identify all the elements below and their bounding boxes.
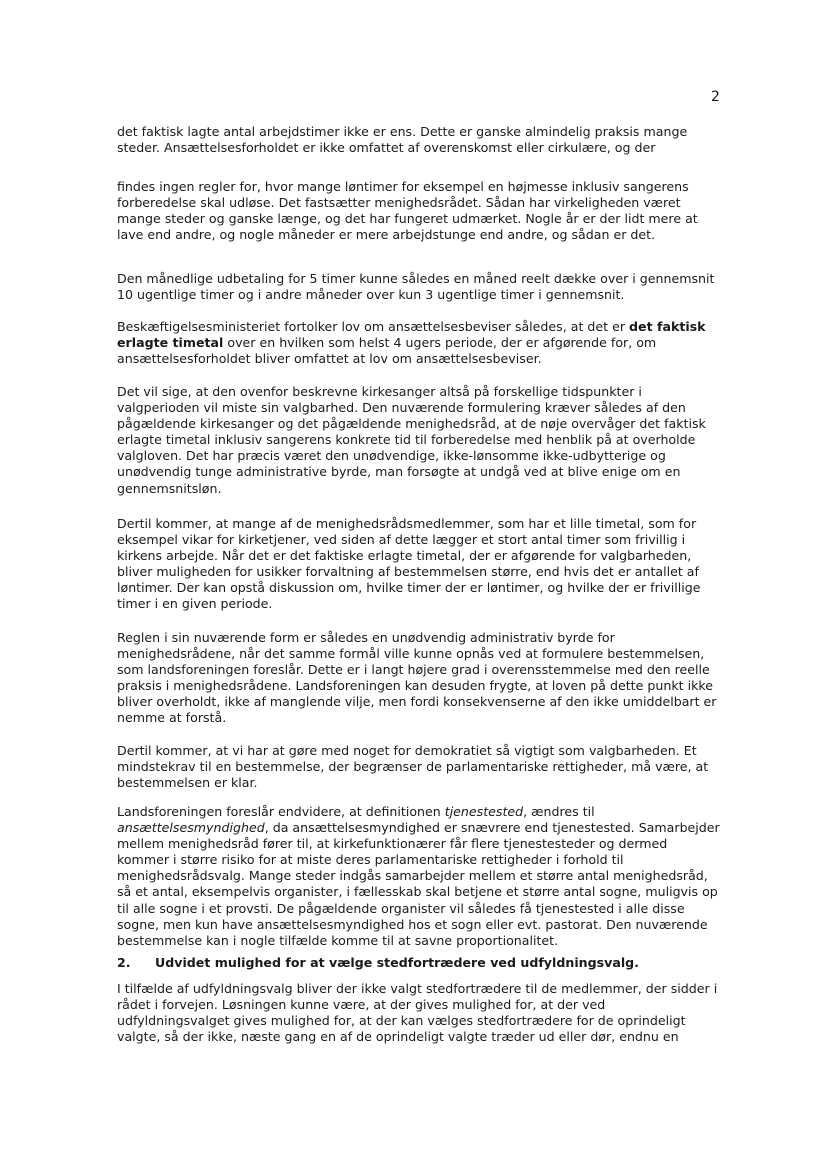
paragraph-9-text-1: Landsforeningen foreslår endvidere, at definitionen — [117, 804, 445, 819]
paragraph-1: det faktisk lagte antal arbejdstimer ikke er ens. Dette er ganske almindelig praksis mange steder. Ansættelsesforholdet er ikke omfattet af overenskomst eller cirkulære, og der — [117, 124, 688, 156]
paragraph-8: Dertil kommer, at vi har at gøre med noget for demokratiet så vigtigt som valgbarheden. Et mindstekrav til en bestemmelse, der begrænser de parlamentariske rettigheder, må være, at bestemmelsen er klar. — [117, 743, 709, 791]
section-number: 2. — [117, 955, 131, 970]
paragraph-9-italic-term-2: ansættelsesmyndighed — [117, 820, 265, 836]
paragraph-4-text-start: Beskæftigelsesministeriet fortolker lov om ansættelsesbeviser således, at det er — [117, 319, 630, 334]
paragraph-9 — [117, 804, 721, 949]
paragraph-3: Den månedlige udbetaling for 5 timer kunne således en måned reelt dække over i gennemsnit 10 ugentlige timer og i andre måneder over kun 3 ugentlige timer i gennemsnit. — [117, 271, 715, 303]
section-heading — [117, 955, 639, 971]
paragraph-7: Reglen i sin nuværende form er således en unødvendig administrativ byrde for menighedsrådene, når det samme formål ville kunne opnås ved at formulere bestemmelsen, som landsforeningen foreslår. Dette er i langt højere grad i overensstemmelse med den reelle praksis i menighedsrådene. Landsforeningen kan desuden frygte, at loven på dette punkt ikke bliver overholdt, ikke af manglende vilje, men fordi konsekvenserne af den ikke umiddelbart er nemme at forstå. — [117, 630, 717, 726]
paragraph-4-text-end: over en hvilken som helst 4 ugers periode, der er afgørende for, om ansættelsesforholdet bliver omfattet at lov om ansættelsesbeviser. — [117, 335, 657, 367]
paragraph-4-bold-term: det faktisk erlagte timetal — [117, 319, 706, 351]
paragraph-4 — [117, 319, 721, 367]
paragraph-10: I tilfælde af udfyldningsvalg bliver der ikke valgt stedfortrædere til de medlemmer, der sidder i rådet i forvejen. Løsningen kunne være, at der gives mulighed for, at der ved udfyldningsvalget gives mulighed for, at der kan vælges stedfortrædere for de oprindeligt valgte, så der ikke, næste gang en af de oprindeligt valgte træder ud eller dør, endnu en — [117, 981, 718, 1045]
paragraph-5: Det vil sige, at den ovenfor beskrevne kirkesanger altså på forskellige tidspunkter i valgperioden vil miste sin valgbarhed. Den nuværende formulering kræver således af den pågældende kirkesanger og det pågældende menighedsråd, at de nøje overvåger det faktisk erlagte timetal inklusiv sangerens konkrete tid til forberedelse med henblik på at overholde valgloven. Det har præcis været den unødvendige, ikke-lønsomme ikke-udbytterige og unødvendig tunge administrative byrde, man forsøgte at undgå ved at blive enige om en gennemsnitsløn. — [117, 384, 706, 496]
paragraph-2: findes ingen regler for, hvor mange løntimer for eksempel en højmesse inklusiv sangerens forberedelse skal udløse. Det fastsætter menighedsrådet. Sådan har virkeligheden været mange steder og ganske længe, og det har fungeret udmærket. Nogle år er der lidt mere at lave end andre, og nogle måneder er mere arbejdstunge end andre, og sådan er det. — [117, 179, 698, 243]
page-number: 2 — [711, 89, 720, 105]
paragraph-9-text-3: , da ansættelsesmyndighed er snævrere end tjenestested. Samarbejder mellem menighedsråd fører til, at kirkefunktionærer får flere tjenestesteder og dermed kommer i større risiko for at miste deres parlamentariske rettigheder i forhold til menighedsrådsvalg. Mange steder indgås samarbejder mellem et større antal menighedsråd, så et antal, eksempelvis organister, i fællesskab skal betjene et større antal sogne, muligvis op til alle sogne i et provsti. De pågældende organister vil således få tjenestested i alle disse sogne, men kun have ansættelsesmyndighed hos et sogn eller evt. pastorat. Den nuværende bestemmelse kan i nogle tilfælde komme til at savne proportionalitet. — [117, 820, 720, 948]
section-title: Udvidet mulighed for at vælge stedfortrædere ved udfyldningsvalg. — [155, 955, 639, 970]
paragraph-9-italic-term-1: tjenestested — [444, 804, 524, 819]
paragraph-6: Dertil kommer, at mange af de menighedsrådsmedlemmer, som har et lille timetal, som for eksempel vikar for kirketjener, ved siden af dette lægger et stort antal timer som frivillig i kirkens arbejde. Når det er det faktiske erlagte timetal, der er afgørende for valgbarheden, bliver muligheden for usikker forvaltning af bestemmelsen større, end hvis det er antallet af løntimer. Der kan opstå diskussion om, hvilke timer der er løntimer, og hvilke der er frivillige timer i en given periode. — [117, 516, 701, 612]
paragraph-9-text-2: , ændres til — [523, 804, 595, 819]
